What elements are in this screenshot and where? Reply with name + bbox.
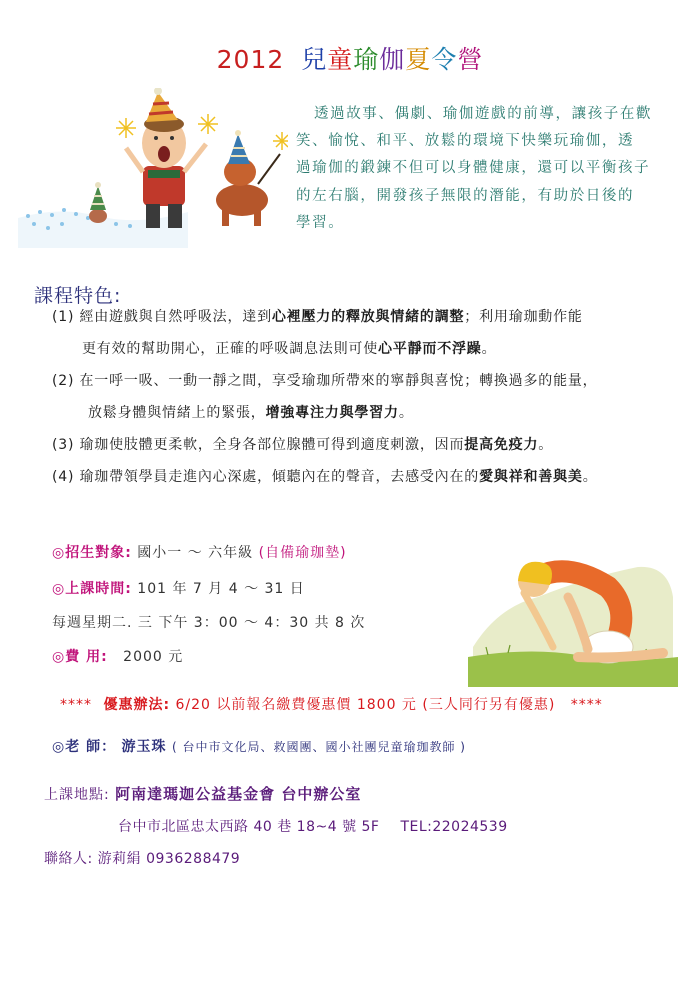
title-char: 童 [327, 45, 354, 74]
kids-with-sparklers-illustration [18, 88, 288, 248]
enrollment-time [52, 578, 305, 598]
title-char: 營 [457, 45, 484, 74]
intro-line: 透過故事、偶劇、瑜伽遊戲的前導，讓孩子在歡 [314, 106, 653, 122]
time-value: 101 年 7 月 4 ～ 31 日 [137, 581, 305, 597]
title-char: 瑜 [353, 45, 380, 74]
tel-text: TEL:22024539 [400, 819, 508, 835]
teacher-name: 游玉珠 [121, 739, 167, 755]
feature-highlight: 心平靜而不浮躁 [378, 341, 482, 357]
discount-line [60, 694, 603, 714]
intro-line: 的左右腦，開發孩子無限的潛能，有助於日後的 [296, 187, 635, 204]
enrollment-target [52, 542, 347, 562]
title-char: 伽 [379, 45, 406, 74]
feature-highlight: 提高免疫力 [464, 437, 539, 453]
contact-value: 游莉絹 0936288479 [97, 851, 241, 867]
title-char: 令 [431, 45, 458, 74]
time-label: ◎上課時間: [52, 581, 132, 597]
intro-line: 笑、愉悅、和平、放鬆的環境下快樂玩瑜伽，透 [296, 133, 635, 150]
enrollment-fee [52, 646, 183, 666]
child-yoga-pose-illustration [468, 537, 678, 687]
teacher-label: ◎老 師： [52, 739, 117, 755]
discount-stars-left: **** [60, 697, 92, 713]
title-char: 夏 [405, 45, 432, 74]
contact-line [44, 848, 240, 868]
fee-value: 2000 元 [123, 649, 184, 665]
address-line [118, 816, 508, 836]
teacher-line [52, 736, 466, 756]
discount-text: 6/20 以前報名繳費優惠價 1800 元 (三人同行另有優惠) [175, 697, 556, 713]
enrollment-schedule: 每週星期二. 三 下午 3：00 ～ 4：30 共 8 次 [52, 615, 366, 631]
title-text [301, 40, 483, 76]
feature-highlight: 愛與祥和善與美 [479, 469, 583, 485]
page-title [0, 40, 700, 76]
title-char: 兒 [301, 45, 328, 74]
feature-highlight: 增強專注力與學習力 [265, 405, 399, 421]
features-heading: 課程特色: [34, 285, 122, 307]
contact-label: 聯絡人: [44, 851, 93, 867]
intro-line: 學習。 [296, 214, 345, 231]
feature-highlight: 心裡壓力的釋放與情緒的調整 [271, 309, 465, 325]
location-line [44, 783, 361, 804]
target-note: (自備瑜珈墊) [258, 545, 347, 561]
discount-stars-right: **** [570, 697, 603, 713]
intro-paragraph [296, 101, 668, 237]
fee-label: ◎費 用: [52, 649, 108, 665]
feature-3-line-1: (3) 瑜珈使肢體更柔軟，全身各部位腺體可得到適度刺激，因而提高免疫力。 [52, 437, 554, 453]
discount-label: 優惠辦法: [103, 697, 171, 713]
intro-line: 過瑜伽的鍛鍊不但可以身體健康，還可以平衡孩子 [296, 160, 651, 177]
title-year: 2012 [216, 45, 285, 74]
teacher-note: ( 台中市文化局、救國團、國小社團兒童瑜珈教師 ) [172, 740, 466, 754]
feature-4-line-1: (4) 瑜珈帶領學員走進內心深處，傾聽內在的聲音，去感受內在的愛與祥和善與美。 [52, 469, 598, 485]
feature-1-line-1: (1) 經由遊戲與自然呼吸法，達到心裡壓力的釋放與情緒的調整；利用瑜珈動作能 [52, 309, 583, 325]
address-text: 台中市北區忠太西路 40 巷 18~4 號 5F [118, 819, 380, 835]
target-value: 國小一 ～ 六年級 [137, 545, 254, 561]
location-name: 阿南達瑪迦公益基金會 台中辦公室 [115, 785, 362, 803]
feature-1-line-2: 更有效的幫助開心，正確的呼吸調息法則可使心平靜而不浮躁。 [82, 341, 497, 357]
feature-2-line-2: 放鬆身體與情緒上的緊張，增強專注力與學習力。 [88, 405, 414, 421]
target-label: ◎招生對象: [52, 545, 132, 561]
feature-2-line-1: (2) 在一呼一吸、一動一靜之間，享受瑜珈所帶來的寧靜與喜悅；轉換過多的能量， [52, 373, 598, 389]
location-label: 上課地點: [44, 787, 110, 803]
